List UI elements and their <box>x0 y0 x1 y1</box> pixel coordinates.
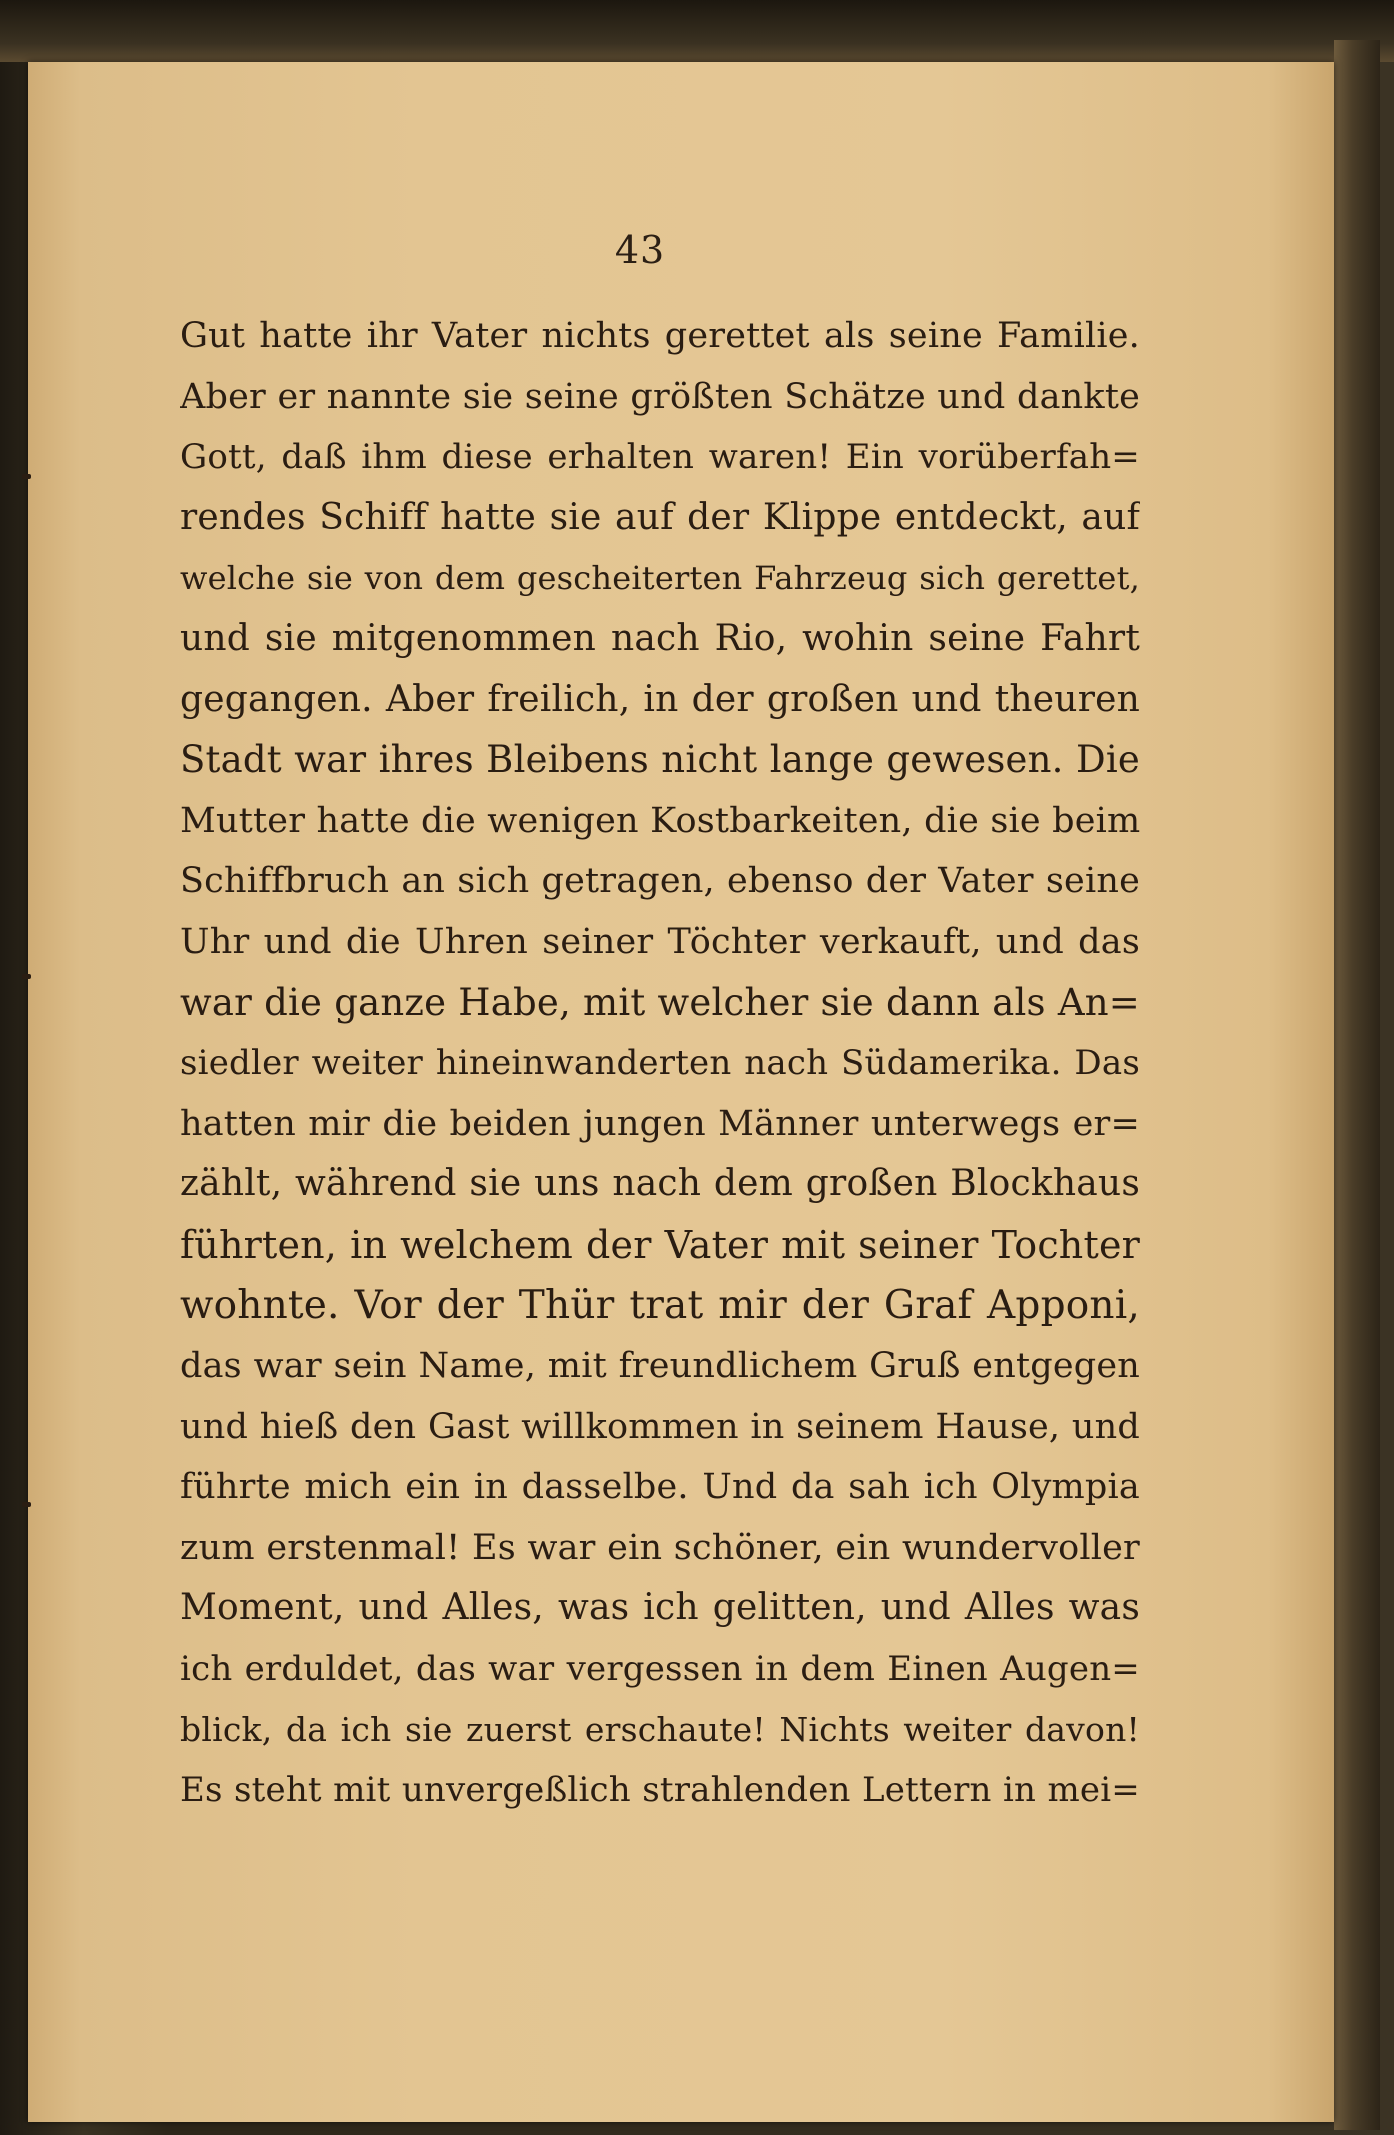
margin-mark <box>22 974 31 979</box>
text-line: Stadt war ihres Bleibens nicht lange gewesen. Die <box>180 738 1140 782</box>
page-edges <box>1334 40 1380 2130</box>
text-line: Moment, und Alles, was ich gelitten, und Alles was <box>180 1587 1140 1629</box>
text-line: Schiffbruch an sich getragen, ebenso der Vater seine <box>180 861 1140 902</box>
text-line: Aber er nannte sie seine größten Schätze und dankte <box>180 376 1140 417</box>
page-number: 43 <box>614 228 666 272</box>
book-top-edge <box>0 0 1394 62</box>
text-line: und hieß den Gast willkommen in seinem Hause, und <box>180 1406 1140 1447</box>
body-text <box>180 306 1140 1821</box>
text-line: gegangen. Aber freilich, in der großen und theuren <box>180 678 1140 720</box>
margin-mark <box>22 474 31 479</box>
text-line: blick, da ich sie zuerst erschaute! Nichts weiter davon! <box>180 1709 1140 1749</box>
text-line: das war sein Name, mit freundlichem Gruß entgegen <box>180 1346 1140 1387</box>
text-line: und sie mitgenommen nach Rio, wohin seine Fahrt <box>180 617 1140 659</box>
text-line: Es steht mit unvergeßlich strahlenden Lettern in mei= <box>180 1770 1140 1811</box>
text-line: rendes Schiff hatte sie auf der Klippe entdeckt, auf <box>180 496 1140 538</box>
text-line: wohnte. Vor der Thür trat mir der Graf Apponi, <box>180 1282 1140 1328</box>
text-line: Uhr und die Uhren seiner Töchter verkauft, und das <box>180 921 1140 962</box>
text-line: ich erduldet, das war vergessen in dem Einen Augen= <box>180 1649 1140 1690</box>
text-line: welche sie von dem gescheiterten Fahrzeug sich gerettet, <box>180 559 1140 598</box>
margin-mark <box>22 1502 31 1507</box>
text-line: zum erstenmal! Es war ein schöner, ein wundervoller <box>180 1527 1140 1568</box>
text-line: zählt, während sie uns nach dem großen Blockhaus <box>180 1163 1140 1205</box>
text-line: Mutter hatte die wenigen Kostbarkeiten, die sie beim <box>180 800 1140 841</box>
text-line: hatten mir die beiden jungen Männer unterwegs er= <box>180 1103 1140 1144</box>
text-line: führten, in welchem der Vater mit seiner Tochter <box>180 1222 1140 1267</box>
text-line: war die ganze Habe, mit welcher sie dann als An= <box>180 980 1140 1024</box>
text-line: Gott, daß ihm diese erhalten waren! Ein vorüberfah= <box>180 437 1140 478</box>
text-line: siedler weiter hineinwanderten nach Südamerika. Das <box>180 1043 1140 1084</box>
text-line: Gut hatte ihr Vater nichts gerettet als seine Familie. <box>180 316 1140 356</box>
text-line: führte mich ein in dasselbe. Und da sah ich Olympia <box>180 1467 1140 1508</box>
